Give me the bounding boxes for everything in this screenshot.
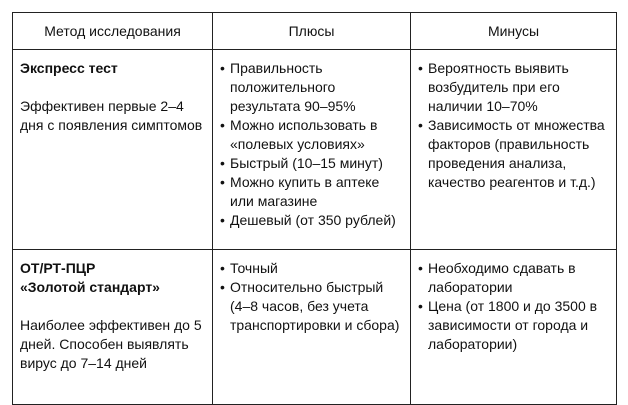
cons-list xyxy=(418,259,610,354)
list-item xyxy=(220,154,404,173)
header-cons: Минусы xyxy=(411,13,617,50)
list-item-text: Необходимо сдавать в лаборатории xyxy=(428,260,576,295)
list-item-text: Точный xyxy=(230,260,278,276)
bullet-icon: • xyxy=(220,279,225,295)
list-item-text: Быстрый (10–15 минут) xyxy=(230,155,383,171)
list-item xyxy=(220,278,404,335)
list-item xyxy=(418,116,610,192)
bullet-icon: • xyxy=(220,212,225,228)
cons-cell xyxy=(411,250,617,405)
table-header-row xyxy=(13,13,617,50)
comparison-table xyxy=(12,12,617,405)
bullet-icon: • xyxy=(220,60,225,76)
method-cell xyxy=(13,50,213,250)
cons-list xyxy=(418,59,610,192)
list-item-text: Можно использовать в «полевых условиях» xyxy=(230,117,378,152)
list-item xyxy=(220,259,404,278)
bullet-icon: • xyxy=(220,174,225,190)
list-item-text: Можно купить в аптеке или магазине xyxy=(230,174,380,209)
bullet-icon: • xyxy=(220,117,225,133)
method-cell xyxy=(13,250,213,405)
pros-list xyxy=(220,59,404,230)
bullet-icon: • xyxy=(220,260,225,276)
list-item xyxy=(418,59,610,116)
pros-list xyxy=(220,259,404,335)
pros-cell xyxy=(213,250,411,405)
list-item xyxy=(220,116,404,154)
table-row-pcr xyxy=(13,250,617,405)
list-item xyxy=(418,297,610,354)
list-item-text: Цена (от 1800 и до 3500 в зависимости от города и лаборатории) xyxy=(428,298,598,352)
bullet-icon: • xyxy=(418,60,423,76)
list-item-text: Зависимость от множества факторов (правильность проведения анализа, качество реагентов и т.д.) xyxy=(428,117,605,190)
list-item-text: Правильность положительного результата 90–95% xyxy=(230,60,356,114)
list-item xyxy=(418,259,610,297)
method-title: ОТ/РТ-ПЦР xyxy=(20,260,96,276)
cons-cell xyxy=(411,50,617,250)
bullet-icon: • xyxy=(418,298,423,314)
pros-cell xyxy=(213,50,411,250)
list-item xyxy=(220,173,404,211)
method-description: Наиболее эффективен до 5 дней. Способен выявлять вирус до 7–14 дней xyxy=(20,317,202,371)
method-subtitle: «Золотой стандарт» xyxy=(20,279,160,295)
list-item-text: Дешевый (от 350 рублей) xyxy=(230,212,396,228)
list-item-text: Относительно быстрый (4–8 часов, без учета транспортировки и сбора) xyxy=(230,279,400,333)
table-row-express-test xyxy=(13,50,617,250)
method-title: Экспресс тест xyxy=(20,60,118,76)
bullet-icon: • xyxy=(418,260,423,276)
bullet-icon: • xyxy=(418,117,423,133)
list-item xyxy=(220,59,404,116)
method-description: Эффективен первые 2–4 дня с появления симптомов xyxy=(20,98,203,133)
list-item-text: Вероятность выявить возбудитель при его наличии 10–70% xyxy=(428,60,569,114)
list-item xyxy=(220,211,404,230)
comparison-table-container xyxy=(12,12,616,405)
bullet-icon: • xyxy=(220,155,225,171)
header-pros: Плюсы xyxy=(213,13,411,50)
header-method: Метод исследования xyxy=(13,13,213,50)
